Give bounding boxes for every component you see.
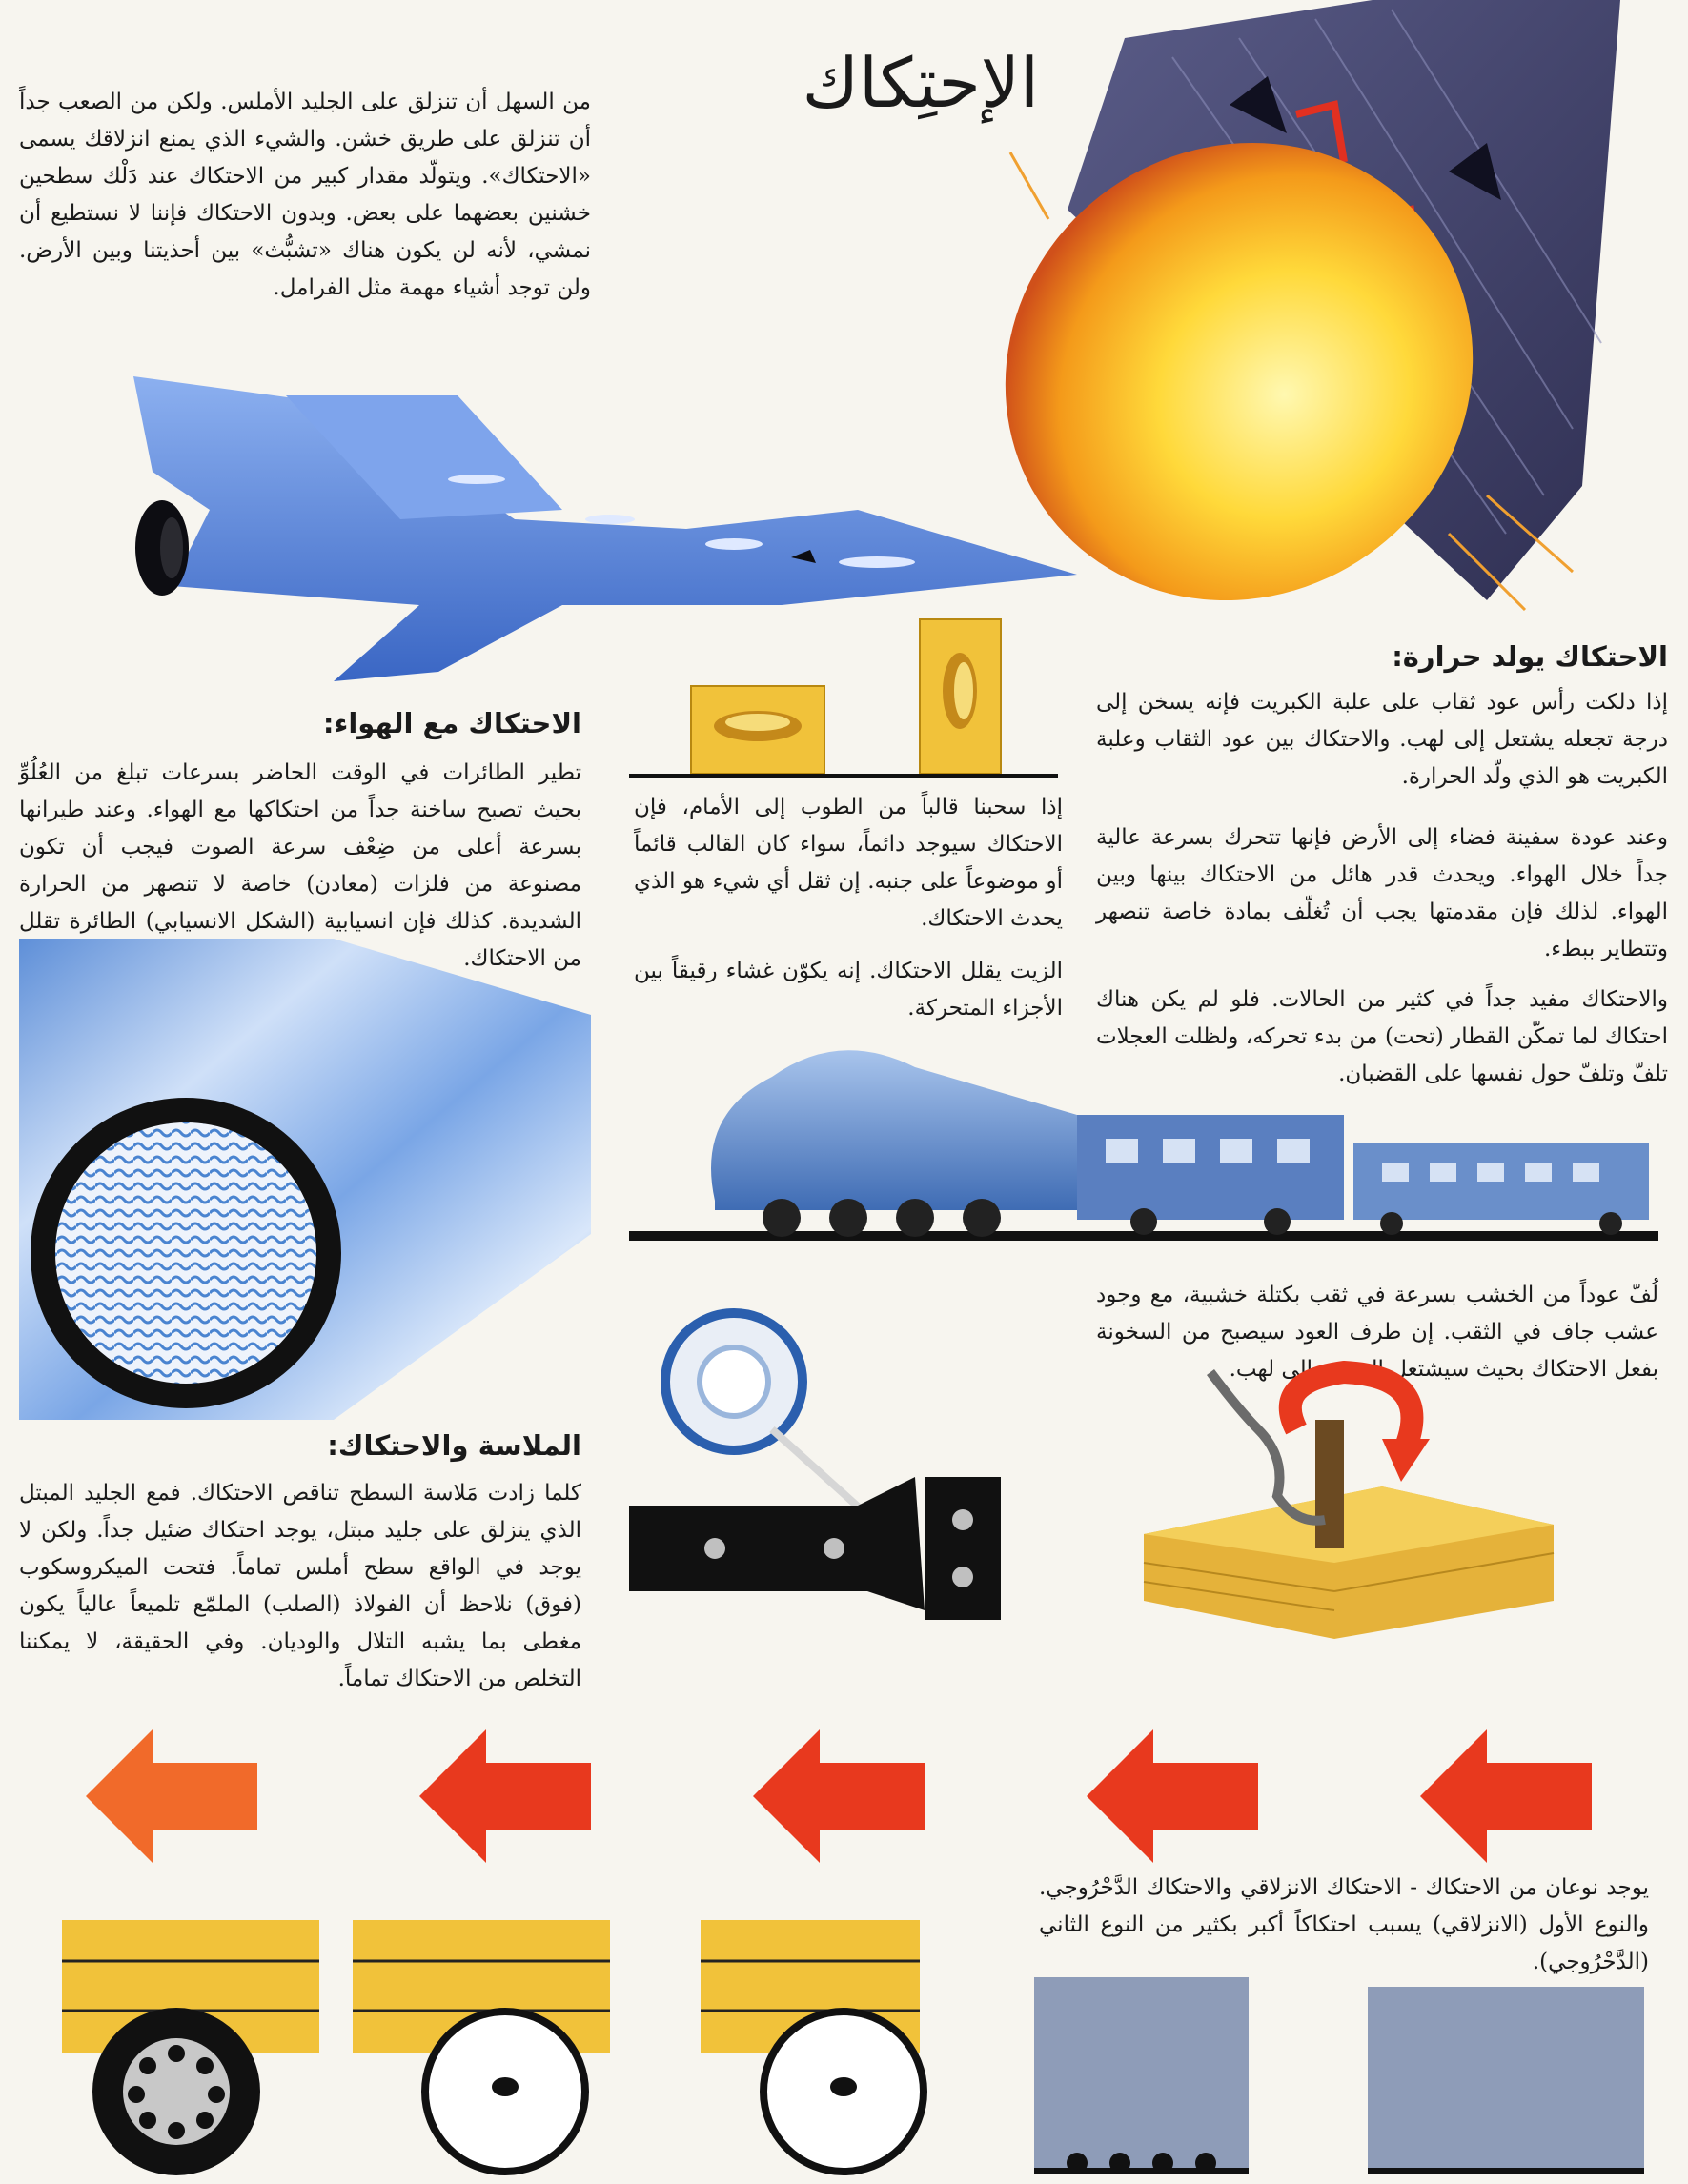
arrow-left-icon: [1420, 1729, 1592, 1863]
types-paragraph: يوجد نوعان من الاحتكاك - الاحتكاك الانزلاقي والاحتكاك الدَّحْرُوجي. والنوع الأول (الانزلاقي) يسبب احتكاكاً أكبر بكثير من النوع الثاني (الدَّحْرُوجي).: [1039, 1875, 1649, 1974]
arrows-row: [76, 1710, 1649, 1882]
smooth-paragraph: كلما زادت مَلاسة السطح تناقص الاحتكاك. فمع الجليد المبتل الذي ينزلق على جليد مبتل، يوجد احتكاك ضئيل جداً. ولكن لا يوجد في الواقع سطح أملس تماماً. فتحت الميكروسكوب (فوق) نلاحظ أن الفولاذ (الصلب) الملمّع تلميعاً عالياً يكون مغطى بما يشبه التلال والوديان. وفي الحقيقة، لا يمكننا التخلص من الاحتكاك تماماً.: [19, 1481, 581, 1691]
arrow-left-icon: [419, 1729, 591, 1863]
microscope-steel-illustration: [19, 939, 591, 1420]
heat-paragraph-2: وعند عودة سفينة فضاء إلى الأرض فإنها تتحرك بسرعة عالية جداً خلال الهواء. ويحدث قدر هائل من الاحتكاك بينها وبين الهواء. لذلك فإن مقدمتها يجب أن تُغلّف بمادة خاصة تنصهر وتتطاير ببطء.: [1096, 825, 1668, 961]
wood-drill-illustration: [1134, 1353, 1573, 1648]
heat-heading: الاحتكاك يولد حرارة:: [1392, 640, 1668, 673]
drill-paragraph: لُفّ عوداً من الخشب بسرعة في ثقب بكتلة خشبية، مع وجود عشب جاف في الثقب. إن طرف العود سيصبح من السخونة بفعل الاحتكاك بحيث سيشتعل العشب إلى لهب.: [1096, 1283, 1658, 1382]
bricks-paragraph-1: إذا سحبنا قالباً من الطوب إلى الأمام، فإن الاحتكاك سيوجد دائماً، سواء كان القالب قائماً أو موضوعاً على جنبه. إن ثقل أي شيء هو الذي يحدث الاحتكاك.: [634, 795, 1063, 931]
heat-paragraph-1: إذا دلكت رأس عود ثقاب على علبة الكبريت فإنه يسخن إلى درجة تجعله يشتعل إلى لهب. والاحتكاك بين عود الثقاب وعلبة الكبريت هو الذي ولّد الحرارة.: [1096, 690, 1668, 789]
hinge-oil-can-illustration: [629, 1305, 1058, 1629]
train-illustration: [629, 1010, 1658, 1258]
bricks-paragraph-2: الزيت يقلل الاحتكاك. إنه يكوّن غشاء رقيقاً بين الأجزاء المتحركة.: [634, 959, 1063, 1021]
air-paragraph: تطير الطائرات في الوقت الحاضر بسرعات تبلغ من العُلُوِّ بحيث تصبح ساخنة جداً من احتكاكها مع الهواء. وعند طيرانها بسرعة أعلى من ضِعْف سرعة الصوت فيجب أن تكون مصنوعة من فلزات (معادن) خاصة لا تنصهر من الحرارة الشديدة. كذلك فإن انسيابية (الشكل الانسيابي) الطائرة تقلل من الاحتكاك.: [19, 760, 581, 971]
heat-paragraph-3: والاحتكاك مفيد جداً في كثير من الحالات. فلو لم يكن هناك احتكاك لما تمكّن القطار (تحت) من بدء تحركه، ولظلت العجلات تلفّ وتلفّ حول نفسها على القضبان.: [1096, 987, 1668, 1086]
arrow-left-icon: [86, 1729, 257, 1863]
page-title: الإحتِكاك: [802, 43, 1039, 123]
intro-paragraph: من السهل أن تنزلق على الجليد الأملس. ولكن من الصعب جداً أن تنزلق على طريق خشن. والشيء الذي يمنع انزلاقك يسمى «الاحتكاك». ويتولّد مقدار كبير من الاحتكاك عند دَلْك سطحين خشنين بعضهما على بعض. وبدون الاحتكاك فإننا لا نستطيع أن نمشي، لأنه لن يكون هناك «تشبُّث» بين أحذيتنا وبين الأرض. ولن توجد أشياء مهمة مثل الفرامل.: [19, 90, 591, 300]
bricks-illustration: [629, 610, 1058, 781]
arrow-left-icon: [753, 1729, 925, 1863]
smooth-heading: الملاسة والاحتكاك:: [327, 1429, 581, 1462]
wheels-row: [52, 1915, 1673, 2184]
air-heading: الاحتكاك مع الهواء:: [322, 707, 581, 739]
arrow-left-icon: [1087, 1729, 1258, 1863]
